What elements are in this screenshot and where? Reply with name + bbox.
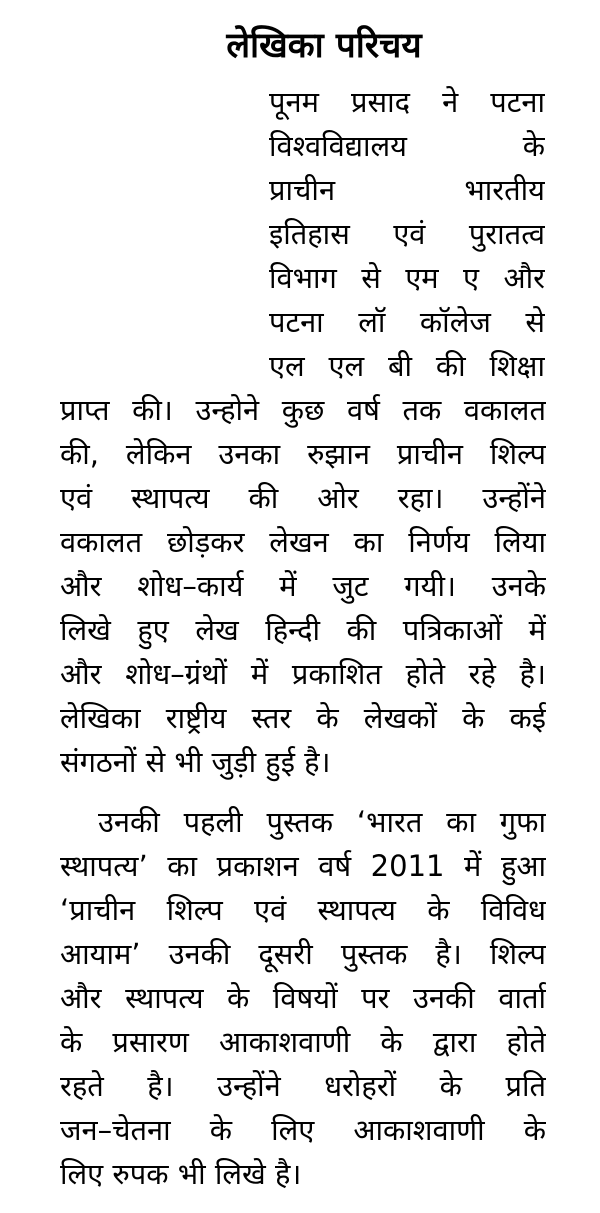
paragraph-1-line: पूनम प्रसाद ने पटना <box>269 85 545 119</box>
paragraph-1-line: पटना लॉ कॉलेज से <box>269 305 545 339</box>
paragraph-1-line: लिखे हुए लेख हिन्दी की पत्रिकाओं में <box>60 613 546 647</box>
page-title <box>0 20 600 72</box>
paragraph-2-line: और स्थापत्य के विषयों पर उनकी वार्ता <box>60 981 546 1015</box>
paragraph-2-line: आयाम’ उनकी दूसरी पुस्तक है। शिल्प <box>60 937 546 971</box>
paragraph-1-line: विश्वविद्यालय के <box>269 129 545 163</box>
paragraph-2-line: ‘प्राचीन शिल्प एवं स्थापत्य के विविध <box>60 893 546 927</box>
paragraph-1-line: इतिहास एवं पुरातत्व <box>269 217 545 251</box>
paragraph-1-line: संगठनों से भी जुड़ी हुई है। <box>60 745 331 779</box>
paragraph-1-line: एवं स्थापत्य की ओर रहा। उन्होंने <box>60 481 546 515</box>
paragraph-1-line: की, लेकिन उनका रुझान प्राचीन शिल्प <box>60 437 546 471</box>
paragraph-1-line: प्राप्त की। उन्होने कुछ वर्ष तक वकालत <box>60 393 546 427</box>
paragraph-1-line: और शोध–ग्रंथों में प्रकाशित होते रहे है। <box>60 657 546 691</box>
paragraph-1-line: लेखिका राष्ट्रीय स्तर के लेखकों के कई <box>60 701 546 735</box>
paragraph-1-line: विभाग से एम ए और <box>269 261 545 295</box>
paragraph-2-line: के प्रसारण आकाशवाणी के द्वारा होते <box>60 1025 546 1059</box>
paragraph-2-line: लिए रुपक भी लिखे है। <box>60 1157 302 1191</box>
paragraph-2-line: रहते है। उन्होंने धरोहरों के प्रति <box>60 1069 546 1103</box>
page-title-text: लेखिका परिचय <box>226 26 422 66</box>
paragraph-1-line: और शोध–कार्य में जुट गयी। उनके <box>60 569 546 603</box>
paragraph-2-line: जन–चेतना के लिए आकाशवाणी के <box>60 1113 546 1147</box>
paragraph-1-line: एल एल बी की शिक्षा <box>269 349 545 383</box>
paragraph-2-line: उनकी पहली पुस्तक ‘भारत का गुफा <box>98 805 546 839</box>
paragraph-2-line: स्थापत्य’ का प्रकाशन वर्ष 2011 में हुआ <box>60 849 546 883</box>
paragraph-1-line: प्राचीन भारतीय <box>269 173 545 207</box>
paragraph-1-line: वकालत छोड़कर लेखन का निर्णय लिया <box>60 525 546 559</box>
